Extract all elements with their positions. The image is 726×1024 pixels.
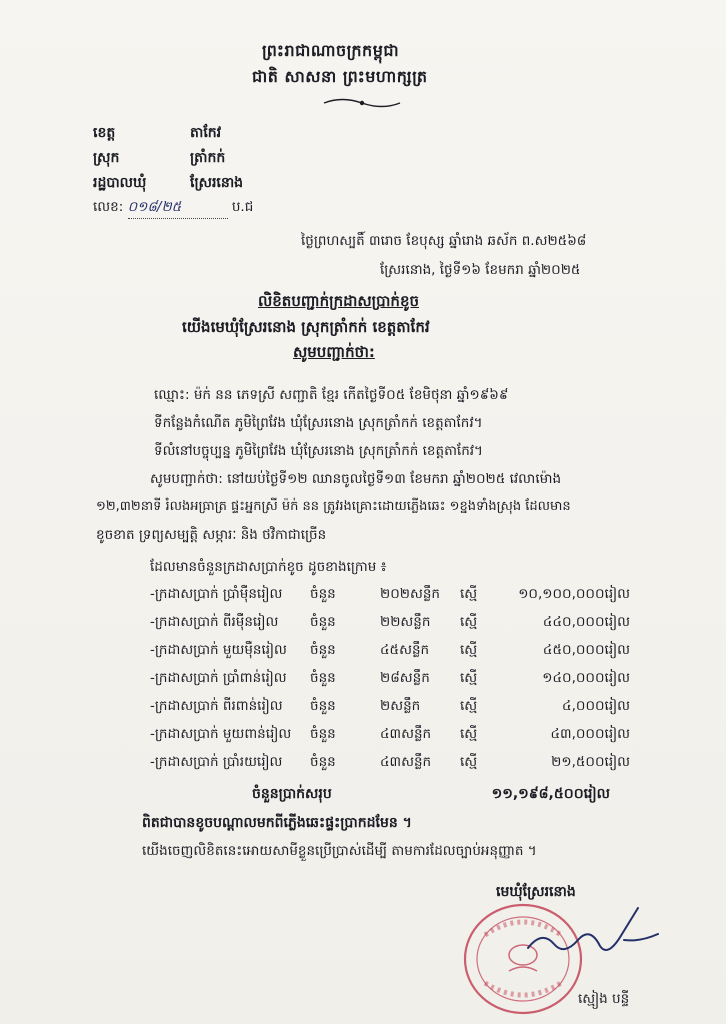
note-quantity: ២០២សន្លឹក	[380, 586, 440, 602]
kingdom-title: ព្រះរាជាណាចក្រកម្ពុជា	[262, 41, 400, 60]
money-row	[150, 585, 640, 611]
note-quantity: ២សន្លឹក	[380, 698, 421, 714]
ref-label: លេខ:	[93, 199, 124, 215]
total-amount: ១១,១៩៨,៥០០រៀល	[491, 786, 610, 802]
note-denomination: -ក្រដាសប្រាក់ ប្រាំម៉ឺនរៀល	[150, 586, 283, 602]
note-quantity: ២២សន្លឹក	[380, 614, 431, 630]
residence-line: ទីលំនៅបច្ចុប្បន្ន ភូមិព្រៃវែង ឃុំស្រែរនោង ស្រុកត្រាំកក់ ខេត្តតាកែវ។	[154, 443, 483, 459]
lunar-date: ថ្ងៃព្រហស្បតិ៍ ៣រោច ខែបុស្ស ឆ្នាំរោង ឆស័ក ព.ស២៥៦៨	[301, 233, 587, 249]
equals-word: ស្មើ	[460, 586, 478, 602]
note-quantity: ២៨សន្លឹក	[380, 670, 430, 686]
equals-word: ស្មើ	[460, 754, 478, 770]
count-word: ចំនួន	[310, 670, 336, 686]
commune-label: រដ្ឋបាលឃុំ	[93, 175, 147, 191]
reference-number	[93, 198, 253, 219]
money-row	[150, 753, 640, 779]
district-label: ស្រុក	[93, 150, 120, 166]
certify-heading: សូមបញ្ជាក់ថា:	[293, 343, 375, 361]
count-word: ចំនួន	[310, 726, 336, 742]
count-word: ចំនួន	[310, 642, 336, 658]
birthplace-line: ទីកន្លែងកំណើត ភូមិព្រៃវែង ឃុំស្រែរនោង ស្រុកត្រាំកក់ ខេត្តតាកែវ។	[154, 415, 483, 431]
note-amount: ៤៥០,០០០រៀល	[542, 642, 630, 658]
note-amount: ៤៤០,០០០រៀល	[542, 614, 630, 630]
total-label: ចំនួនប្រាក់សរុប	[252, 786, 332, 802]
signatory-name: ស្មៀង បន្ទី	[578, 991, 630, 1007]
handwritten-signature	[520, 900, 670, 970]
statement-line-3: ខូចខាត ទ្រព្យសម្បត្តិ សម្ភារៈ និង ថវិកាជាច្រើន	[96, 527, 327, 543]
equals-word: ស្មើ	[460, 642, 478, 658]
ornament-divider	[322, 96, 402, 110]
note-denomination: -ក្រដាសប្រាក់ ពីរម៉ឺនរៀល	[150, 614, 279, 630]
ref-handwritten: ០១៨/២៥	[128, 198, 228, 219]
statement-line-2: ១២,៣២នាទី រំលងអធ្រាត្រ ផ្ទះអ្នកស្រី ម៉ក់ នន ត្រូវរងគ្រោះដោយភ្លើងឆេះ ១ខ្នងទាំងស្រុង ដែលមាន	[96, 499, 571, 514]
note-denomination: -ក្រដាសប្រាក់ ប្រាំរយរៀល	[150, 754, 283, 770]
document-title: លិខិតបញ្ជាក់ក្រដាសប្រាក់ខូច	[258, 292, 419, 310]
note-quantity: ៤៣សន្លឹក	[380, 726, 432, 742]
money-row	[150, 669, 640, 695]
ref-suffix: ប.ជ	[231, 199, 254, 215]
note-denomination: -ក្រដាសប្រាក់ មួយម៉ឺនរៀល	[150, 642, 287, 658]
solar-date: ស្រែរនោង, ថ្ងៃទី១៦ ខែមករា ឆ្នាំ២០២៥	[380, 262, 581, 278]
issue-statement: យើងចេញលិខិតនេះអោយសាមីខ្លួនប្រើប្រាស់ដើម្បី តាមការដែលច្បាប់អនុញ្ញាត ។	[142, 843, 537, 859]
count-word: ចំនួន	[310, 754, 336, 770]
person-name-line: ឈ្មោះ: ម៉ក់ នន ភេទស្រី សញ្ជាតិ ខ្មែរ កើតថ្ងៃទី០៥ ខែមិថុនា ឆ្នាំ១៩៦៩	[154, 387, 509, 403]
province-label: ខេត្ត	[93, 125, 116, 141]
money-row	[150, 641, 640, 667]
equals-word: ស្មើ	[460, 726, 478, 742]
count-word: ចំនួន	[310, 614, 336, 630]
note-amount: ១០,១០០,០០០រៀល	[518, 586, 630, 602]
equals-word: ស្មើ	[460, 698, 478, 714]
note-amount: ៤,០០០រៀល	[562, 698, 630, 714]
national-motto: ជាតិ សាសនា ព្រះមហាក្សត្រ	[252, 67, 428, 86]
statement-line-1: សូមបញ្ជាក់ថា: នៅយប់ថ្ងៃទី១២ ឈានចូលថ្ងៃទី១៣ ខែមករា ឆ្នាំ២០២៥ វេលាម៉ោង	[150, 471, 562, 487]
equals-word: ស្មើ	[460, 670, 478, 686]
province-value: តាកែវ	[190, 125, 222, 141]
commune-value: ស្រែរនោង	[190, 175, 244, 191]
note-quantity: ៤៣សន្លឹក	[380, 754, 432, 770]
note-quantity: ៤៥សន្លឹក	[380, 642, 430, 658]
issuer-line: យើងមេឃុំស្រែរនោង ស្រុកត្រាំកក់ ខេត្តតាកែវ	[182, 318, 430, 336]
district-value: ត្រាំកក់	[190, 150, 226, 166]
count-word: ចំនួន	[310, 698, 336, 714]
truth-statement: ពិតជាបានខូចបណ្តាលមកពីភ្លើងឆេះផ្ទះប្រាកដមែន ។	[142, 815, 412, 831]
note-denomination: -ក្រដាសប្រាក់ មួយពាន់រៀល	[150, 726, 292, 742]
note-amount: ១៤០,០០០រៀល	[542, 670, 630, 686]
note-amount: ២១,៥០០រៀល	[551, 754, 630, 770]
note-amount: ៤៣,០០០រៀល	[550, 726, 630, 742]
money-row	[150, 613, 640, 639]
count-word: ចំនួន	[310, 586, 336, 602]
statement-line-4: ដែលមានចំនួនក្រដាសប្រាក់ខូច ដូចខាងក្រោម ៖	[150, 559, 387, 575]
note-denomination: -ក្រដាសប្រាក់ ប្រាំពាន់រៀល	[150, 670, 287, 686]
money-row	[150, 697, 640, 723]
signatory-title: មេឃុំស្រែរនោង	[496, 884, 576, 900]
note-denomination: -ក្រដាសប្រាក់ ពីរពាន់រៀល	[150, 698, 283, 714]
equals-word: ស្មើ	[460, 614, 478, 630]
money-row	[150, 725, 640, 751]
